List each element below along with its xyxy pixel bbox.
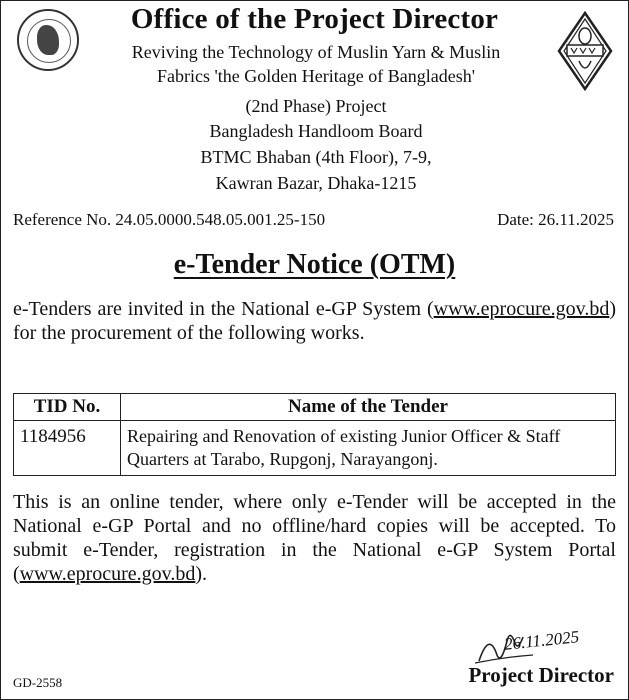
address-line: Bangladesh Handloom Board (209, 121, 423, 141)
address-line: Reviving the Technology of Muslin Yarn & Muslin (131, 42, 501, 62)
notice-title (1, 249, 628, 281)
table-header-row (14, 394, 616, 421)
eprocure-link[interactable]: www.eprocure.gov.bd (433, 298, 610, 320)
publication-code: GD-2558 (13, 675, 63, 690)
tender-table (13, 393, 616, 476)
intro-text-start: e-Tenders are invited in the National e-GP System ( (13, 298, 434, 320)
tender-name-cell: Repairing and Renovation of existing Junior Officer & Staff Quarters at Tarabo, Rupgonj, Narayangonj. (121, 421, 616, 476)
office-title: Office of the Project Director (130, 3, 499, 35)
eprocure-link[interactable]: www.eprocure.gov.bd (19, 563, 196, 585)
address-line: Fabrics 'the Golden Heritage of Bangladesh' (157, 66, 475, 86)
closing-text-end: ). (195, 563, 208, 585)
address-line: (2nd Phase) Project (245, 96, 387, 116)
intro-text-end: ) for the procurement of the following works. (13, 298, 616, 344)
notice-title-text: e-Tender Notice (OTM) (173, 249, 456, 280)
signature-date: 26.11.2025 (503, 627, 580, 654)
reference-number: Reference No. 24.05.0000.548.05.001.25-150 (13, 210, 326, 229)
column-header-tender-name: Name of the Tender (121, 394, 616, 421)
notice-date: Date: 26.11.2025 (497, 210, 614, 229)
tender-id-cell: 1184956 (14, 421, 121, 476)
signatory-designation: Project Director (468, 663, 614, 687)
address-line: BTMC Bhaban (4th Floor), 7-9, (200, 147, 432, 167)
address-line: Kawran Bazar, Dhaka-1215 (215, 173, 417, 193)
closing-text-start: This is an online tender, where only e-Tender will be accepted in the National e-GP Portal and no offline/hard copies will be accepted. To submit e-Tender, registration in the National e-GP System Portal ( (13, 491, 616, 585)
table-row (14, 421, 616, 476)
closing-paragraph (13, 490, 616, 586)
intro-paragraph (13, 297, 616, 345)
column-header-tid: TID No. (14, 394, 121, 421)
